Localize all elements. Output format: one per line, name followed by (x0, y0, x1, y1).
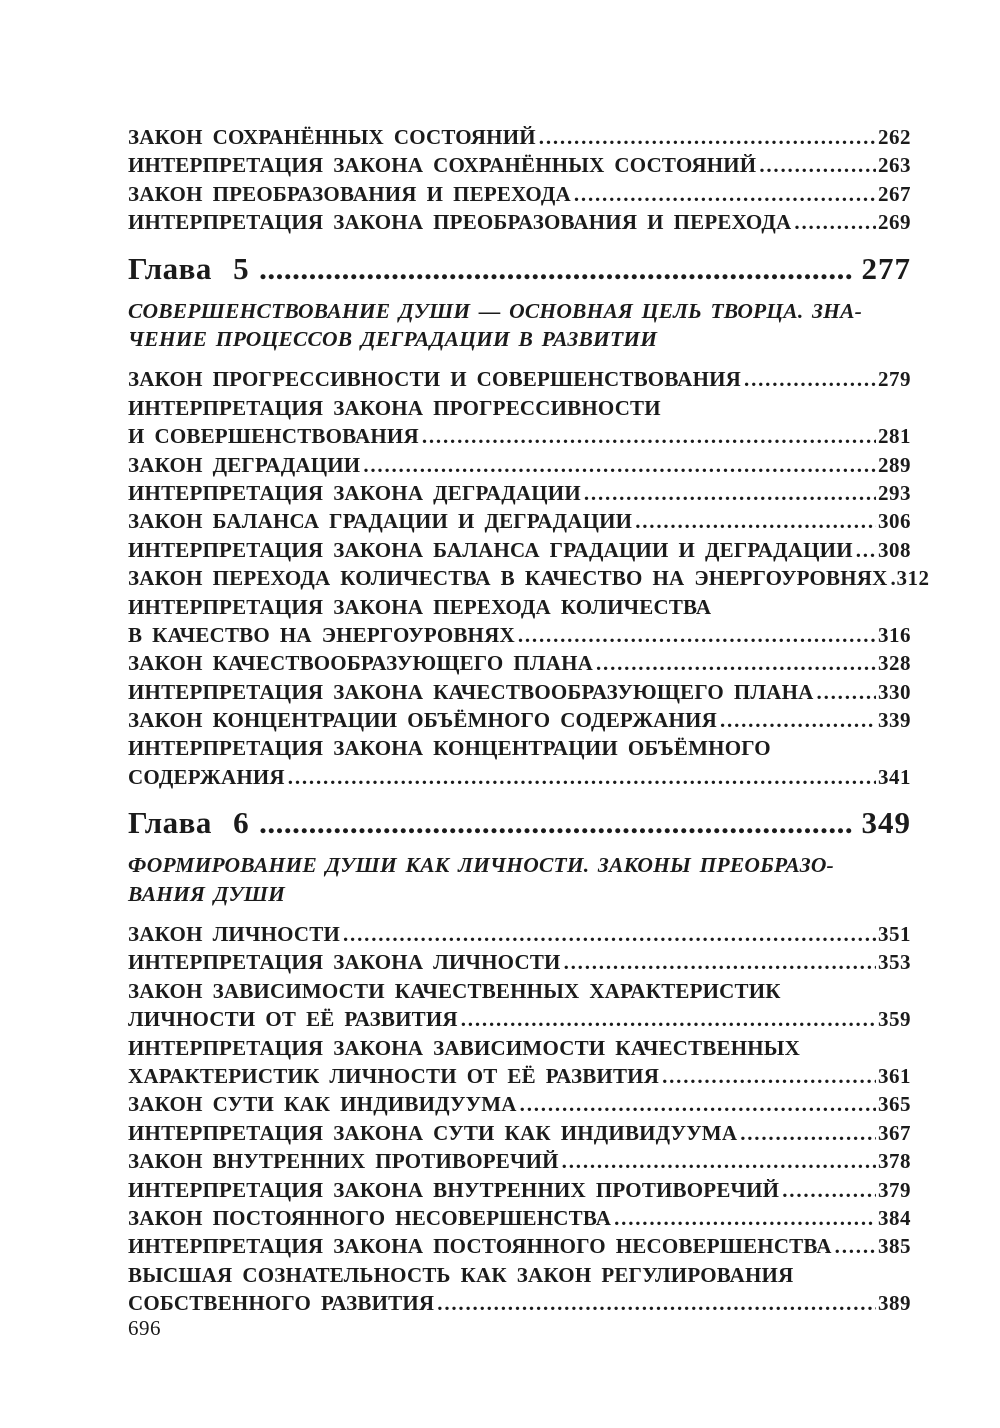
dot-leader (759, 151, 876, 179)
dot-leader (520, 1090, 876, 1118)
toc-entry-label: ЗАКОН ВНУТРЕННИХ ПРОТИВОРЕЧИЙ (128, 1149, 559, 1174)
page-number: 341 (878, 764, 911, 789)
section-subtitle (128, 851, 911, 908)
toc-entry-line (128, 977, 911, 1005)
dot-leader (259, 800, 853, 845)
page-number: 306 (878, 509, 911, 534)
toc-entry-line (128, 593, 911, 621)
toc-entry-label: СОБСТВЕННОГО РАЗВИТИЯ (128, 1291, 435, 1316)
toc-entry-label: ЗАКОН ДЕГРАДАЦИИ (128, 452, 361, 477)
page-number: 359 (878, 1007, 911, 1032)
page-number: 281 (878, 424, 911, 449)
page-number: 365 (878, 1092, 911, 1117)
page-number: 267 (878, 181, 911, 206)
page-number: 289 (878, 452, 911, 477)
toc-entry-label: СОДЕРЖАНИЯ (128, 764, 285, 789)
toc-entry-label: ИНТЕРПРЕТАЦИЯ ЗАКОНА СОХРАНЁННЫХ СОСТОЯНИЙ (128, 153, 757, 178)
toc-entry-label: В КАЧЕСТВО НА ЭНЕРГОУРОВНЯХ (128, 622, 515, 647)
dot-leader (288, 763, 876, 791)
dot-leader (363, 451, 876, 479)
toc-entry-line (128, 621, 911, 649)
dot-leader (562, 1147, 876, 1175)
page-number: 308 (878, 537, 911, 562)
subtitle-line: ФОРМИРОВАНИЕ ДУШИ КАК ЛИЧНОСТИ. ЗАКОНЫ ПРЕОБРАЗО- (128, 853, 834, 878)
toc-entry-line (128, 479, 911, 507)
toc-entry-label: ЗАКОН БАЛАНСА ГРАДАЦИИ И ДЕГРАДАЦИИ (128, 509, 633, 534)
page-number: 379 (878, 1177, 911, 1202)
toc-entry-line (128, 151, 911, 179)
toc-entry-label: ЗАКОН СОХРАНЁННЫХ СОСТОЯНИЙ (128, 125, 536, 149)
page-number: 262 (878, 125, 911, 149)
dot-leader (539, 123, 876, 151)
toc-entry-label: ЗАКОН КАЧЕСТВООБРАЗУЮЩЕГО ПЛАНА (128, 651, 593, 676)
dot-leader (817, 678, 876, 706)
toc-entry-label: ИНТЕРПРЕТАЦИЯ ЗАКОНА ДЕГРАДАЦИИ (128, 480, 581, 505)
dot-leader (794, 208, 876, 236)
toc-entry-label: ИНТЕРПРЕТАЦИЯ ЗАКОНА ВНУТРЕННИХ ПРОТИВОРЕЧИЙ (128, 1177, 780, 1202)
page-number: 269 (878, 210, 911, 235)
toc-entry-line (128, 1261, 911, 1289)
toc-entry-label: ИНТЕРПРЕТАЦИЯ ЗАКОНА ПЕРЕХОДА КОЛИЧЕСТВА (128, 594, 712, 619)
dot-leader (720, 706, 876, 734)
dot-leader (518, 621, 876, 649)
dot-leader (259, 246, 853, 291)
toc-entry-line (128, 649, 911, 677)
section-subtitle (128, 297, 911, 354)
page-number: 312 (896, 566, 930, 591)
toc-entry-line (128, 678, 911, 706)
toc-entry-label: ИНТЕРПРЕТАЦИЯ ЗАКОНА БАЛАНСА ГРАДАЦИИ И ДЕГРАДАЦИИ (128, 537, 853, 562)
dot-leader (461, 1005, 876, 1033)
toc-entry-line (128, 734, 911, 762)
toc-entry-line (128, 1176, 911, 1204)
dot-leader (835, 1232, 876, 1260)
toc-entry-line (128, 1289, 911, 1317)
dot-leader (744, 365, 876, 393)
toc-entry-label: ИНТЕРПРЕТАЦИЯ ЗАКОНА ЗАВИСИМОСТИ КАЧЕСТВЕННЫХ (128, 1035, 800, 1060)
toc-entry-line (128, 1119, 911, 1147)
page-number: 293 (878, 480, 911, 505)
chapter-heading (128, 800, 911, 845)
page-number: 339 (878, 708, 911, 733)
page-number: 367 (878, 1120, 911, 1145)
toc-entry-line (128, 1147, 911, 1175)
dot-leader (635, 507, 876, 535)
toc-entry-line (128, 1090, 911, 1118)
toc-entry-label: ХАРАКТЕРИСТИК ЛИЧНОСТИ ОТ ЕЁ РАЗВИТИЯ (128, 1064, 660, 1088)
toc-entry-line (128, 1204, 911, 1232)
chapter-heading (128, 246, 911, 291)
page-number: 263 (878, 153, 911, 178)
dot-leader (574, 180, 876, 208)
toc-entry-line (128, 1232, 911, 1260)
subtitle-line: СОВЕРШЕНСТВОВАНИЕ ДУШИ — ОСНОВНАЯ ЦЕЛЬ ТВОРЦА. ЗНА- (128, 298, 862, 323)
toc-entry-line (128, 1005, 911, 1033)
dot-leader (614, 1204, 876, 1232)
toc-entry-label: И СОВЕРШЕНСТВОВАНИЯ (128, 424, 419, 449)
toc-entry-label: ЛИЧНОСТИ ОТ ЕЁ РАЗВИТИЯ (128, 1007, 458, 1032)
toc-entry-line (128, 123, 911, 151)
toc-entry-line (128, 451, 911, 479)
toc-entry-line (128, 422, 911, 450)
toc-entry-line (128, 208, 911, 236)
dot-leader (596, 649, 876, 677)
dot-leader (740, 1119, 876, 1147)
page-number: 330 (878, 679, 911, 704)
toc-entry-label: ИНТЕРПРЕТАЦИЯ ЗАКОНА СУТИ КАК ИНДИВИДУУМА (128, 1120, 738, 1145)
dot-leader (782, 1176, 876, 1204)
table-of-contents (128, 123, 930, 1318)
toc-entry-line (128, 564, 930, 592)
dot-leader (584, 479, 876, 507)
toc-entry-label: ИНТЕРПРЕТАЦИЯ ЗАКОНА ЛИЧНОСТИ (128, 950, 561, 975)
subtitle-line: ЧЕНИЕ ПРОЦЕССОВ ДЕГРАДАЦИИ В РАЗВИТИИ (128, 326, 658, 351)
page-number: 389 (878, 1291, 911, 1316)
toc-entry-line (128, 536, 911, 564)
toc-entry-label: ЗАКОН СУТИ КАК ИНДИВИДУУМА (128, 1092, 517, 1117)
page-number: 328 (878, 651, 911, 676)
toc-entry-line (128, 1062, 911, 1090)
page-number: 384 (878, 1205, 911, 1230)
toc-entry-line (128, 948, 911, 976)
page-number: 378 (878, 1149, 911, 1174)
toc-entry-label: ИНТЕРПРЕТАЦИЯ ЗАКОНА ПРОГРЕССИВНОСТИ (128, 395, 661, 420)
toc-entry-label: ЗАКОН ПОСТОЯННОГО НЕСОВЕРШЕНСТВА (128, 1205, 612, 1230)
page-number: 385 (878, 1234, 911, 1259)
toc-entry-line (128, 920, 911, 948)
dot-leader (343, 920, 876, 948)
toc-entry-label: ЗАКОН ЗАВИСИМОСТИ КАЧЕСТВЕННЫХ ХАРАКТЕРИСТИК (128, 978, 781, 1003)
toc-entry-line (128, 394, 911, 422)
dot-leader (856, 536, 876, 564)
chapter-title: Глава 5 (128, 250, 250, 286)
dot-leader (422, 422, 876, 450)
dot-leader (437, 1289, 876, 1317)
toc-entry-line (128, 706, 911, 734)
dot-leader (891, 564, 895, 592)
toc-entry-line (128, 365, 911, 393)
toc-entry-label: ИНТЕРПРЕТАЦИЯ ЗАКОНА ПРЕОБРАЗОВАНИЯ И ПЕРЕХОДА (128, 210, 792, 235)
page-number: 353 (878, 950, 911, 975)
toc-entry-line (128, 1034, 911, 1062)
toc-entry-line (128, 180, 911, 208)
toc-entry-line (128, 763, 911, 791)
toc-entry-label: ВЫСШАЯ СОЗНАТЕЛЬНОСТЬ КАК ЗАКОН РЕГУЛИРОВАНИЯ (128, 1262, 794, 1287)
chapter-page-number: 349 (861, 805, 911, 841)
toc-entry-label: ЗАКОН ПЕРЕХОДА КОЛИЧЕСТВА В КАЧЕСТВО НА ЭНЕРГОУРОВНЯХ (128, 566, 888, 591)
toc-entry-label: ИНТЕРПРЕТАЦИЯ ЗАКОНА КОНЦЕНТРАЦИИ ОБЪЁМНОГО (128, 736, 771, 761)
toc-entry-label: ЗАКОН ЛИЧНОСТИ (128, 922, 340, 947)
subtitle-line: ВАНИЯ ДУШИ (128, 881, 286, 906)
page-footer-number: 696 (128, 1316, 161, 1340)
page-number: 279 (878, 367, 911, 392)
chapter-title: Глава 6 (128, 805, 250, 841)
chapter-page-number: 277 (861, 250, 911, 286)
toc-entry-label: ЗАКОН ПРЕОБРАЗОВАНИЯ И ПЕРЕХОДА (128, 181, 571, 206)
toc-entry-label: ИНТЕРПРЕТАЦИЯ ЗАКОНА КАЧЕСТВООБРАЗУЮЩЕГО ПЛАНА (128, 679, 814, 704)
page-number: 316 (878, 622, 911, 647)
toc-entry-line (128, 507, 911, 535)
toc-entry-label: ЗАКОН ПРОГРЕССИВНОСТИ И СОВЕРШЕНСТВОВАНИЯ (128, 367, 742, 392)
toc-entry-label: ИНТЕРПРЕТАЦИЯ ЗАКОНА ПОСТОЯННОГО НЕСОВЕРШЕНСТВА (128, 1234, 832, 1259)
dot-leader (662, 1062, 876, 1090)
page-number: 361 (878, 1064, 911, 1088)
page-number: 351 (878, 922, 911, 947)
toc-entry-label: ЗАКОН КОНЦЕНТРАЦИИ ОБЪЁМНОГО СОДЕРЖАНИЯ (128, 708, 717, 733)
dot-leader (564, 948, 876, 976)
